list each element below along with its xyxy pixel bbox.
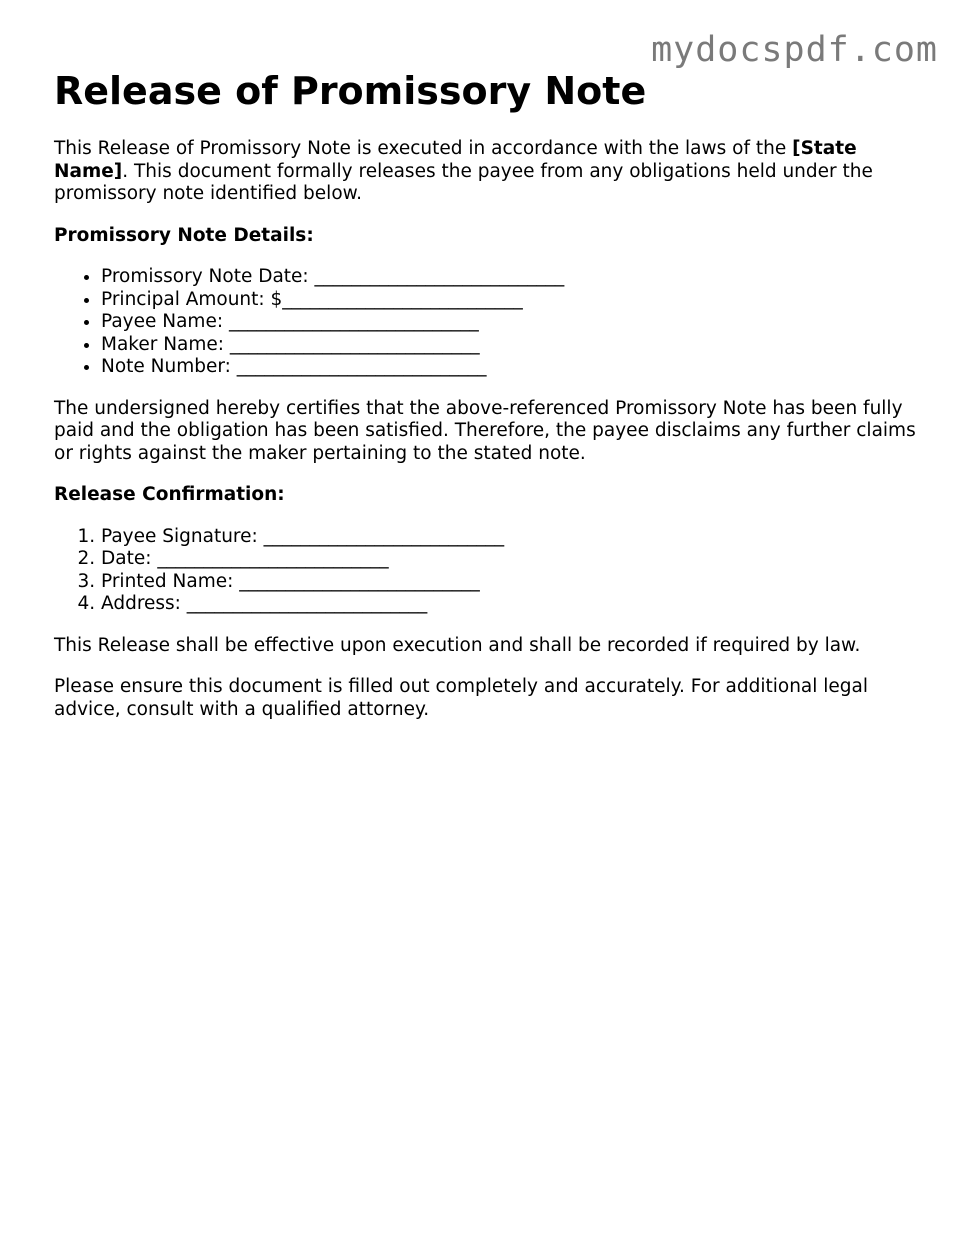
certification-paragraph: The undersigned hereby certifies that the above-referenced Promissory Note has been fully paid and the obligation has been satisfied. Therefore, the payee disclaims any further claims or rights against the maker pertaining to the stated note. <box>54 397 916 464</box>
state-name-placeholder: [State Name] <box>54 138 857 182</box>
effective-paragraph: This Release shall be effective upon execution and shall be recorded if required by law. <box>54 634 861 656</box>
confirmation-date: 2. Date: _________________________ <box>101 548 924 571</box>
advice-paragraph: Please ensure this document is filled out completely and accurately. For additional legal advice, consult with a qualified attorney. <box>54 676 869 720</box>
confirmation-heading: Release Confirmation: <box>54 484 285 505</box>
details-list <box>54 266 924 379</box>
intro-prefix: This Release of Promissory Note is executed in accordance with the laws of the <box>54 138 793 159</box>
intro-paragraph <box>54 138 924 206</box>
detail-note-date: • Promissory Note Date: ___________________________ <box>101 266 924 289</box>
watermark: mydocspdf.com <box>651 30 938 70</box>
confirmation-printed-name: 3. Printed Name: __________________________ <box>101 571 924 594</box>
detail-principal-amount: • Principal Amount: $__________________________ <box>101 289 924 312</box>
detail-maker-name: • Maker Name: ___________________________ <box>101 334 924 357</box>
intro-suffix: . This document formally releases the payee from any obligations held under the promissory note identified below. <box>54 160 873 204</box>
confirmation-payee-signature: 1. Payee Signature: __________________________ <box>101 526 924 549</box>
confirmation-list <box>54 526 924 616</box>
confirmation-address: 4. Address: __________________________ <box>101 593 924 616</box>
details-heading: Promissory Note Details: <box>54 224 314 246</box>
detail-note-number: • Note Number: ___________________________ <box>101 356 924 379</box>
document-title: Release of Promissory Note <box>54 69 647 113</box>
detail-payee-name: • Payee Name: ___________________________ <box>101 311 924 334</box>
document-page <box>54 66 924 740</box>
